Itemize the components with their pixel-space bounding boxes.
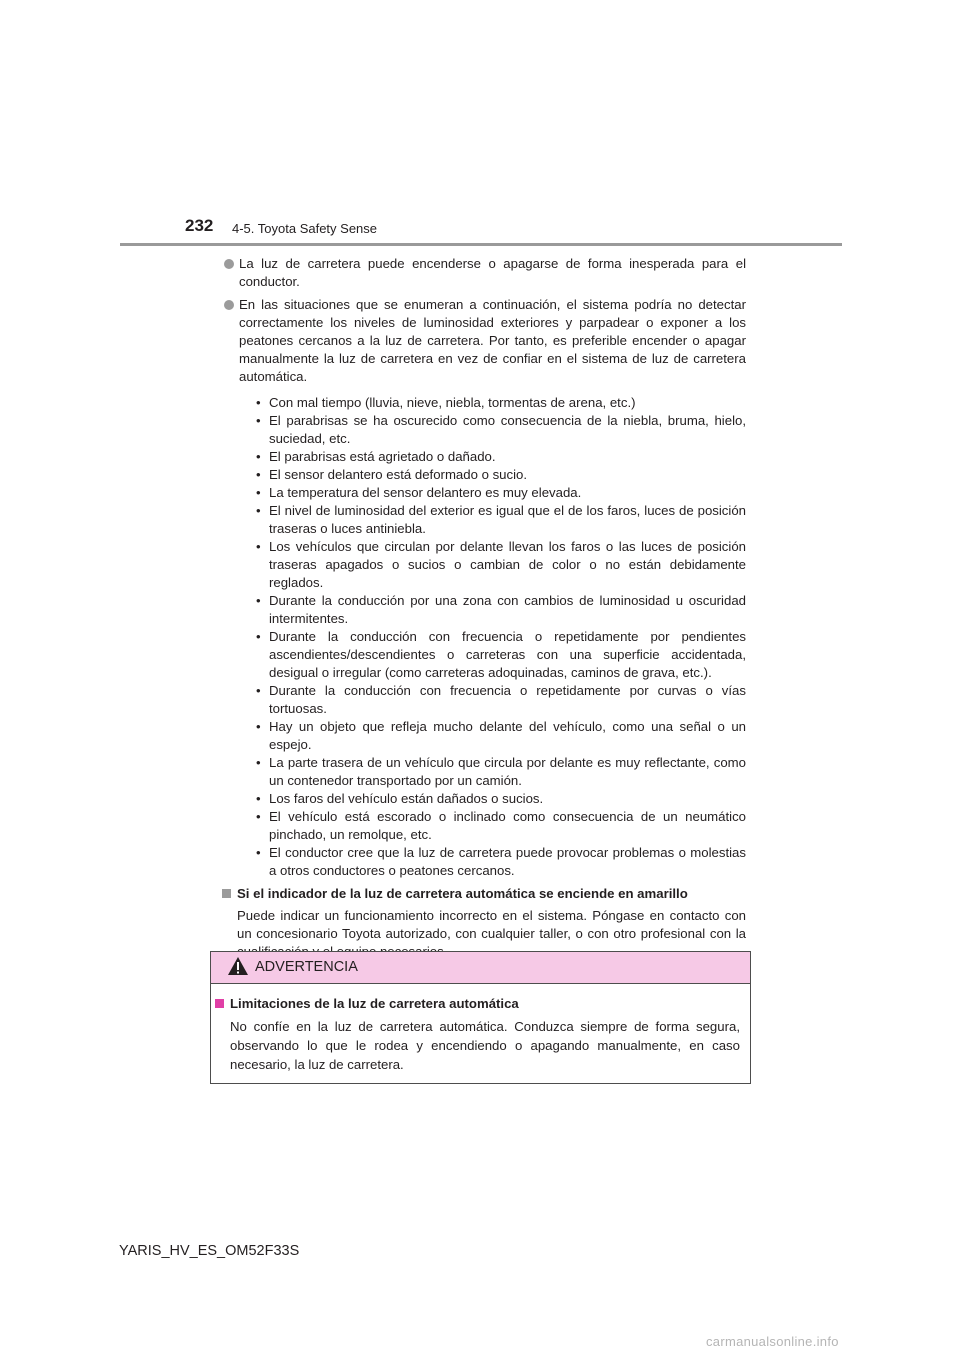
bullet-mark: • [256,395,261,410]
list-item-text: Los faros del vehículo están dañados o sucios. [269,791,544,806]
list-item [256,538,746,592]
square-bullet-icon [215,999,224,1008]
header-rule [120,243,842,246]
note-item [222,255,746,291]
list-item [256,808,746,844]
bullet-mark: • [256,845,261,860]
list-item [256,790,746,808]
bullet-mark: • [256,809,261,824]
list-item-text: Con mal tiempo (lluvia, nieve, niebla, tormentas de arena, etc.) [269,395,636,410]
bullet-mark: • [256,539,261,554]
list-item [256,628,746,682]
bullet-mark: • [256,413,261,428]
list-item [256,844,746,880]
list-item-text: Los vehículos que circulan por delante llevan los faros o las luces de posición traseras apagados o sucios o cambian de color o no están debidamente reglados. [269,539,746,590]
amber-indicator-heading [222,885,746,903]
list-item-text: El parabrisas se ha oscurecido como consecuencia de la niebla, bruma, hielo, suciedad, etc. [269,413,746,446]
bullet-mark: • [256,593,261,608]
bullet-mark: • [256,755,261,770]
list-item-text: El vehículo está escorado o inclinado como consecuencia de un neumático pinchado, un remolque, etc. [269,809,746,842]
bullet-mark: • [256,683,261,698]
warning-heading-text: Limitaciones de la luz de carretera automática [230,996,519,1011]
section-title: 4-5. Toyota Safety Sense [232,221,378,236]
list-item [256,484,746,502]
bullet-mark: • [256,719,261,734]
list-item-text: El parabrisas está agrietado o dañado. [269,449,496,464]
list-item [256,592,746,628]
circle-bullet-icon [224,259,234,269]
list-item [256,754,746,790]
list-item-text: Hay un objeto que refleja mucho delante del vehículo, como una señal o un espejo. [269,719,746,752]
list-item [256,412,746,448]
amber-indicator-text: Puede indicar un funcionamiento incorrecto en el sistema. Póngase en contacto con un concesionario Toyota autorizado, con cualquier taller, o con otro profesional con la [237,908,746,941]
bullet-mark: • [256,485,261,500]
list-item-text: El sensor delantero está deformado o sucio. [269,467,528,482]
list-item [256,502,746,538]
conditions-list [256,394,746,880]
note-text: La luz de carretera puede encenderse o apagarse de forma inesperada para el conductor. [239,256,746,289]
bullet-mark: • [256,503,261,518]
bullet-mark: • [256,629,261,644]
page-number: 232 [185,216,214,235]
note-text: En las situaciones que se enumeran a continuación, el sistema podría no detectar correctamente los niveles de luminosidad exteriores y parpadear o exponer a los peatones cercanos a la luz de carretera. Por tanto, es preferible encender o apagar manualmente la luz de carretera en vez de confiar en el sistema de luz de carretera automática. [239,297,746,384]
list-item [256,466,746,484]
list-item-text: Durante la conducción con frecuencia o repetidamente por pendientes ascendientes/descendientes o carreteras con una superficie accidentada, desigual o irregular (como carreteras adoquinadas, caminos de grava, etc.). [269,629,746,680]
square-bullet-icon [222,889,231,898]
warning-heading [215,994,740,1013]
list-item [256,448,746,466]
warning-body [211,984,750,1074]
main-content [222,255,746,961]
bullet-mark: • [256,791,261,806]
warning-box [210,951,751,1084]
watermark: carmanualsonline.info [706,1334,839,1349]
list-item-text: El nivel de luminosidad del exterior es igual que el de los faros, luces de posición traseras o luces antiniebla. [269,503,746,536]
list-item-text: El conductor cree que la luz de carretera puede provocar problemas o molestias a otros conductores o peatones cercanos. [269,845,746,878]
bullet-mark: • [256,449,261,464]
warning-text: No confíe en la luz de carretera automática. Conduzca siempre de forma segura, observando lo que le rodea y encendiendo o apagando manualmente, en caso necesario, la luz de carretera. [230,1019,740,1072]
list-item [256,682,746,718]
note-item [222,296,746,880]
list-item-text: La temperatura del sensor delantero es muy elevada. [269,485,582,500]
bullet-mark: • [256,467,261,482]
list-item-text: Durante la conducción por una zona con cambios de luminosidad u oscuridad intermitentes. [269,593,746,626]
list-item [256,394,746,412]
amber-heading-text: Si el indicador de la luz de carretera automática se enciende en amarillo [237,886,688,901]
warning-title: ADVERTENCIA [255,959,358,975]
list-item [256,718,746,754]
warning-header [211,952,750,984]
list-item-text: La parte trasera de un vehículo que circula por delante es muy reflectante, como un contenedor transportado por un camión. [269,755,746,788]
document-code: YARIS_HV_ES_OM52F33S [119,1243,300,1259]
list-item-text: Durante la conducción con frecuencia o repetidamente por curvas o vías tortuosas. [269,683,746,716]
circle-bullet-icon [224,300,234,310]
warning-triangle-icon [227,956,249,976]
